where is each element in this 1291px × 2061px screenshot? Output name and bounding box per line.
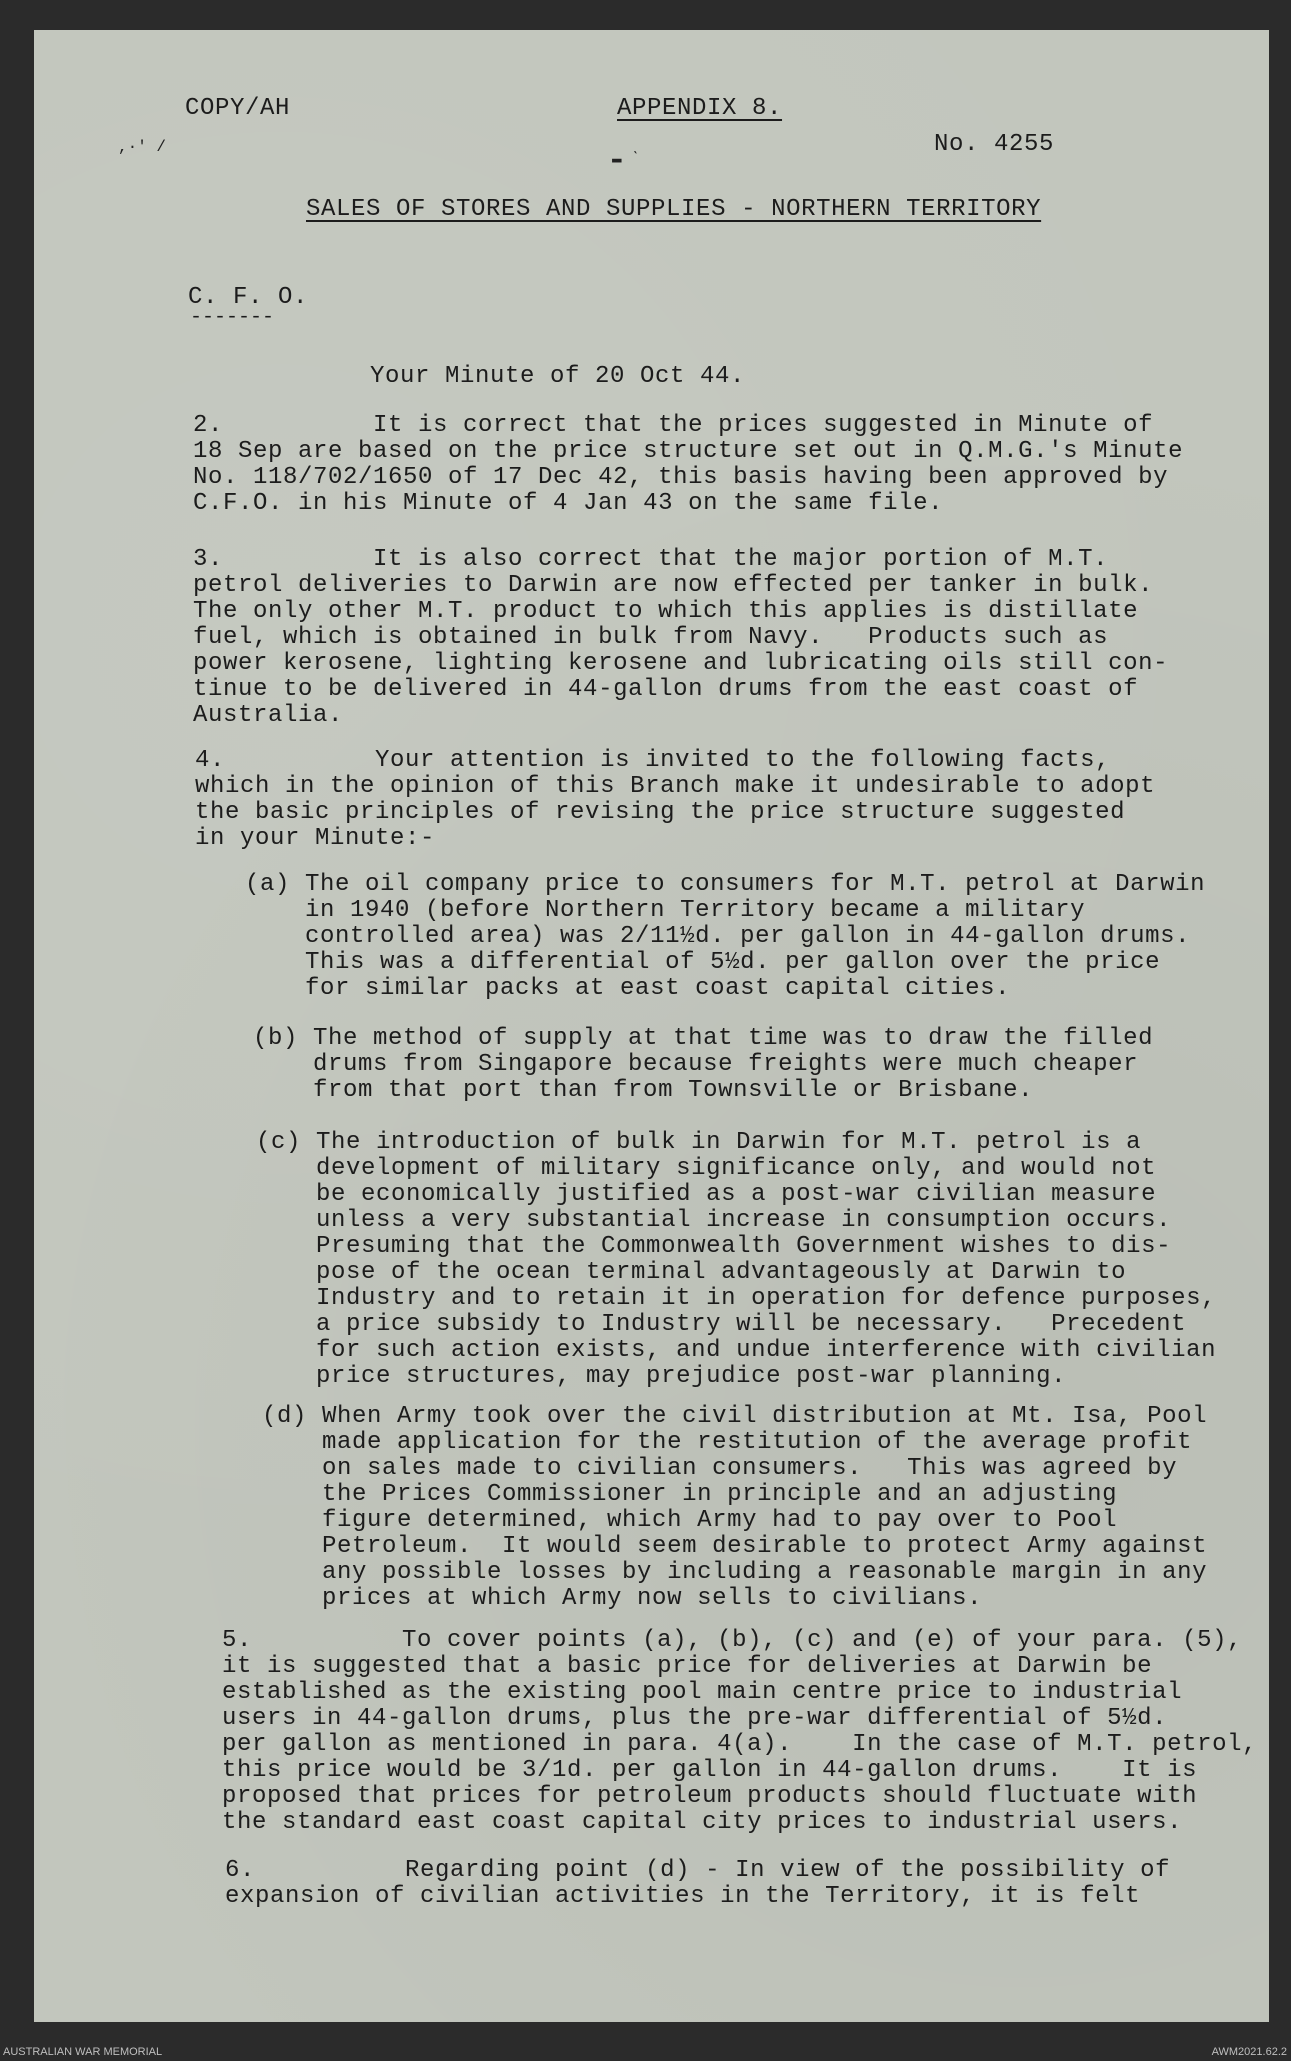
item-b [253,1026,1153,1104]
paragraph-line: fuel, which is obtained in bulk from Navy. Products such as [193,624,1109,651]
intro-line: Your Minute of 20 Oct 44. [370,363,746,390]
item-line: development of military significance only, and would not [256,1155,1157,1182]
paragraph-line: proposed that prices for petroleum products should fluctuate with [222,1783,1198,1810]
item-line: (c) The introduction of bulk in Darwin for M.T. petrol is a [256,1129,1142,1156]
item-line: controlled area) was 2/11½d. per gallon in 44-gallon drums. [245,923,1191,950]
footer-accession: AWM2021.62.2 [1211,2046,1287,2058]
paragraph-line: expansion of civilian activities in the Territory, it is felt [225,1883,1141,1910]
paragraph-line: The only other M.T. product to which this applies is distillate [193,598,1139,625]
paragraph-4 [195,748,1155,852]
paragraph-line: per gallon as mentioned in para. 4(a). In the case of M.T. petrol, [222,1731,1258,1758]
paragraph-line: petrol deliveries to Darwin are now effected per tanker in bulk. [193,572,1154,599]
paragraph-2 [193,413,1183,517]
item-line: figure determined, which Army had to pay over to Pool [262,1507,1118,1534]
paragraph-line: it is suggested that a basic price for deliveries at Darwin be [222,1653,1153,1680]
item-line: from that port than from Townsville or Brisbane. [253,1077,1034,1104]
item-d [262,1404,1207,1612]
paragraph-line: 3. It is also correct that the major portion of M.T. [193,546,1109,573]
item-line: prices at which Army now sells to civilians. [262,1585,983,1612]
item-line: any possible losses by including a reasonable margin in any [262,1559,1208,1586]
paragraph-line: 5. To cover points (a), (b), (c) and (e) of your para. (5), [222,1627,1243,1654]
item-line: Presuming that the Commonwealth Government wishes to dis- [256,1233,1172,1260]
paragraph-line: this price would be 3/1d. per gallon in 44-gallon drums. It is [222,1757,1198,1784]
item-line: Petroleum. It would seem desirable to protect Army against [262,1533,1208,1560]
item-line: on sales made to civilian consumers. This was agreed by [262,1455,1178,1482]
paragraph-line: 4. Your attention is invited to the following facts, [195,747,1111,774]
paragraph-line: in your Minute:- [195,825,436,852]
item-line: (d) When Army took over the civil distribution at Mt. Isa, Pool [262,1403,1208,1430]
paragraph-3 [193,547,1168,729]
paragraph-line: established as the existing pool main centre price to industrial [222,1679,1183,1706]
paragraph-line: 18 Sep are based on the price structure set out in Q.M.G.'s Minute [193,438,1184,465]
appendix-heading: APPENDIX 8. [617,95,783,122]
item-line: Industry and to retain it in operation for defence purposes, [256,1285,1217,1312]
paragraph-line: which in the opinion of this Branch make it undesirable to adopt [195,773,1156,800]
paragraph-line: Australia. [193,702,344,729]
footer-source: AUSTRALIAN WAR MEMORIAL [3,2046,163,2058]
item-line: for such action exists, and undue interference with civilian [256,1337,1217,1364]
item-line: (a) The oil company price to consumers for M.T. petrol at Darwin [245,871,1206,898]
handwritten-mark: ,·' / [118,138,167,156]
document-number: No. 4255 [934,131,1055,158]
paragraph-line: 6. Regarding point (d) - In view of the possibility of [225,1857,1171,1884]
addressee: C. F. O. [188,284,309,311]
paragraph-line: the basic principles of revising the price structure suggested [195,799,1126,826]
ink-mark: ▬ ˋ [612,150,641,168]
paragraph-line: 2. It is correct that the prices suggested in Minute of [193,412,1154,439]
addressee-rule: ------- [190,306,275,329]
item-line: for similar packs at east coast capital cities. [245,975,1011,1002]
item-line: pose of the ocean terminal advantageously at Darwin to [256,1259,1127,1286]
document-title: SALES OF STORES AND SUPPLIES - NORTHERN TERRITORY [306,196,1042,223]
item-line: (b) The method of supply at that time was to draw the filled [253,1025,1154,1052]
paragraph-line: tinue to be delivered in 44-gallon drums from the east coast of [193,676,1139,703]
item-line: price structures, may prejudice post-war planning. [256,1363,1067,1390]
item-line: the Prices Commissioner in principle and an adjusting [262,1481,1118,1508]
paragraph-line: No. 118/702/1650 of 17 Dec 42, this basis having been approved by [193,464,1169,491]
copy-reference: COPY/AH [185,95,291,122]
paragraph-6 [225,1858,1170,1910]
paragraph-line: users in 44-gallon drums, plus the pre-war differential of 5½d. [222,1705,1168,1732]
item-line: a price subsidy to Industry will be necessary. Precedent [256,1311,1187,1338]
item-c [256,1130,1216,1390]
paragraph-line: C.F.O. in his Minute of 4 Jan 43 on the same file. [193,490,944,517]
item-line: drums from Singapore because freights were much cheaper [253,1051,1139,1078]
item-a [245,872,1205,1002]
item-line: made application for the restitution of the average profit [262,1429,1193,1456]
item-line: in 1940 (before Northern Territory became a military [245,897,1086,924]
item-line: This was a differential of 5½d. per gallon over the price [245,949,1161,976]
item-line: unless a very substantial increase in consumption occurs. [256,1207,1172,1234]
item-line: be economically justified as a post-war civilian measure [256,1181,1157,1208]
paragraph-line: power kerosene, lighting kerosene and lubricating oils still con- [193,650,1169,677]
paragraph-5 [222,1628,1257,1836]
paragraph-line: the standard east coast capital city prices to industrial users. [222,1809,1183,1836]
